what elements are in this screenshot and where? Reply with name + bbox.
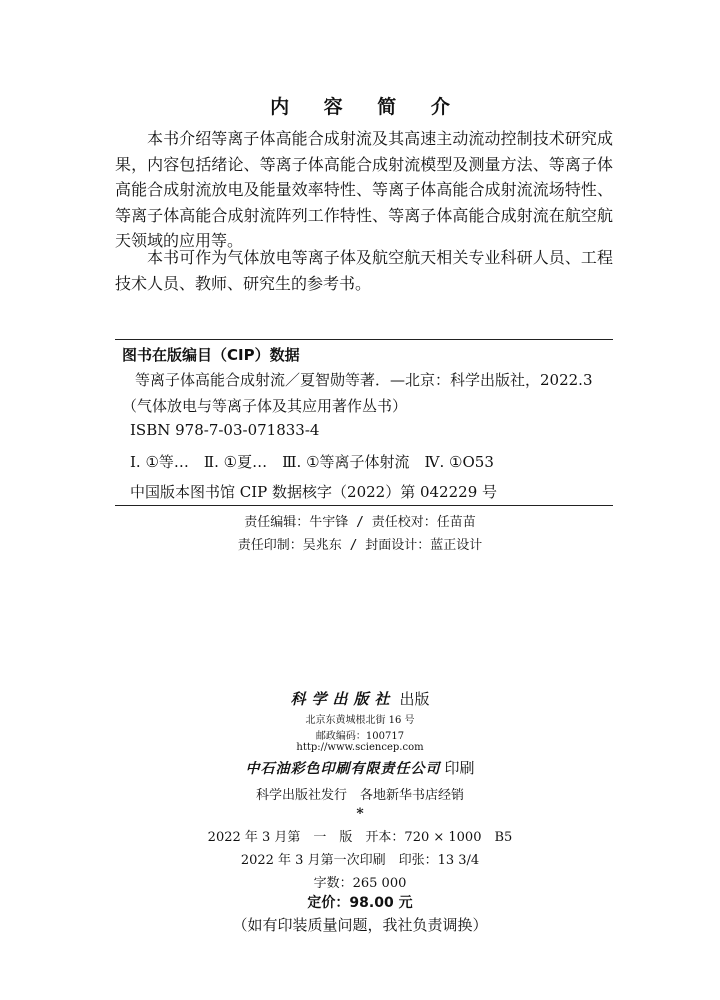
- separator-star: *: [356, 806, 364, 822]
- cip-series-line: （气体放电与等离子体及其应用著作丛书）: [122, 397, 408, 415]
- intro-paragraph-1: [115, 126, 613, 254]
- intro-text-1: 本书介绍等离子体高能合成射流及其高速主动流动控制技术研究成果，内容包括绪论、等离子体高能合成射流模型及测量方法、等离子体高能合成射流放电及能量效率特性、等离子体高能合成射流流场特性、等离子体高能合成射流阵列工作特性、等离子体高能合成射流在航空航天领域的应用等。: [115, 129, 613, 250]
- cip-bottom-divider: [115, 505, 613, 506]
- intro-paragraph-2: [115, 245, 613, 296]
- editor-credits: 责任编辑：牛宇锋 / 责任校对：任苗苗: [244, 515, 476, 530]
- publisher-logo-text: 科学出版社: [290, 690, 396, 708]
- printer-suffix: 印刷: [444, 759, 475, 777]
- publisher-url: http://www.sciencep.com: [296, 742, 424, 753]
- cip-classification-line: Ⅰ. ①等… Ⅱ. ①夏… Ⅲ. ①等离子体射流 Ⅳ. ①O53: [130, 453, 494, 471]
- page-title: 内 容 简 介: [270, 96, 464, 118]
- publisher-line: [0, 688, 720, 709]
- cip-top-divider: [115, 339, 613, 340]
- cip-heading: 图书在版编目（CIP）数据: [122, 346, 300, 364]
- cip-title-line: 等离子体高能合成射流／夏智勋等著．—北京：科学出版社，2022.3: [135, 371, 593, 389]
- publisher-suffix: 出版: [399, 690, 430, 708]
- price-line: 定价：98.00 元: [307, 895, 413, 911]
- cip-isbn-line: ISBN 978-7-03-071833-4: [130, 421, 320, 439]
- production-credits: 责任印制：吴兆东 / 封面设计：蓝正设计: [237, 538, 483, 553]
- cip-record-number-line: 中国版本图书馆 CIP 数据核字（2022）第 042229 号: [130, 483, 498, 501]
- word-count-line: 字数：265 000: [313, 876, 407, 891]
- distribution-line: 科学出版社发行 各地新华书店经销: [255, 788, 464, 803]
- publisher-address: 北京东黄城根北街 16 号: [305, 715, 415, 726]
- replacement-notice: （如有印装质量问题，我社负责调换）: [232, 916, 488, 934]
- intro-text-2: 本书可作为气体放电等离子体及航空航天相关专业科研人员、工程技术人员、教师、研究生的参考书。: [115, 248, 613, 293]
- publisher-zipcode: 邮政编码：100717: [315, 731, 405, 742]
- printing-line: 2022 年 3 月第一次印刷 印张：13 3/4: [240, 853, 480, 868]
- printer-line: [0, 757, 720, 778]
- printer-logo-text: 中石油彩色印刷有限责任公司: [245, 761, 441, 777]
- edition-line: 2022 年 3 月第 一 版 开本：720 × 1000 B5: [207, 830, 513, 845]
